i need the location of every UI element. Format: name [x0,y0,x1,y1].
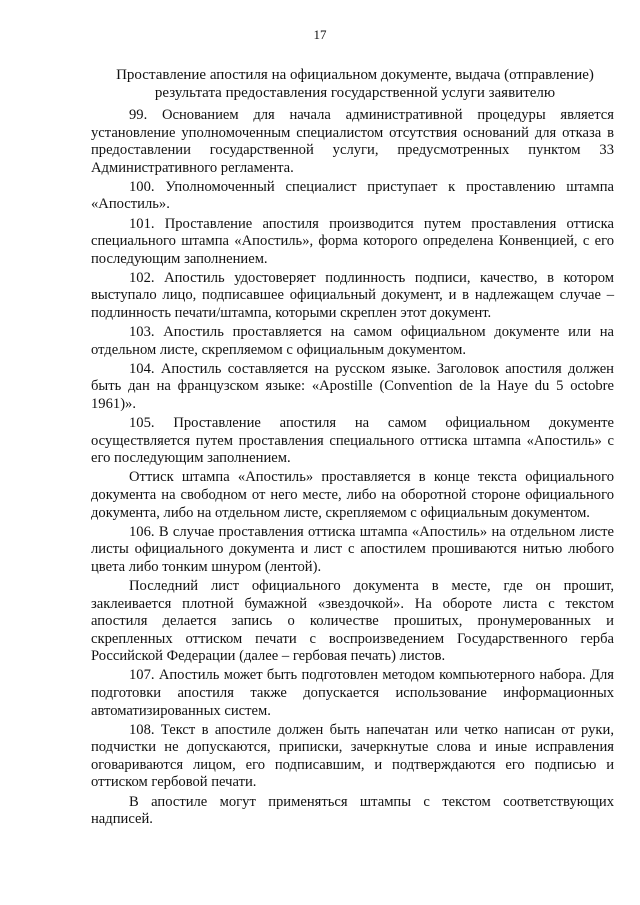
paragraph-99: 99. Основанием для начала административной процедуры является установление уполномоченным специалистом отсутствия оснований для отказа в предоставлении государственной услуги, предусмотренных пунктом 33 Административного регламента. [91,107,614,176]
paragraph-108-stamps: В апостиле могут применяться штампы с текстом соответствующих надписей. [91,793,614,828]
paragraph-101: 101. Проставление апостиля производится путем проставления оттиска специального штампа «Апостиль», форма которого определена Конвенцией, с его последующим заполнением. [91,215,614,267]
paragraph-105: 105. Проставление апостиля на самом официальном документе осуществляется путем проставления специального оттиска штампа «Апостиль» с его последующим заполнением. [91,415,614,467]
paragraph-107: 107. Апостиль может быть подготовлен методом компьютерного набора. Для подготовки апостиля также допускается использование информационных автоматизированных систем. [91,667,614,719]
paragraph-108: 108. Текст в апостиле должен быть напечатан или четко написан от руки, подчистки не допускаются, приписки, зачеркнутые слова и иные исправления оговариваются лицом, его подписавшим, и подтверждаются его подписью и оттиском гербовой печати. [91,721,614,791]
paragraph-103: 103. Апостиль проставляется на самом официальном документе или на отдельном листе, скрепляемом с официальным документом. [91,324,614,358]
section-heading: Проставление апостиля на официальном документе, выдача (отправление) результата предоставления государственной услуги заявителю [116,67,594,101]
paragraph-102: 102. Апостиль удостоверяет подлинность подписи, качество, в котором выступало лицо, подписавшее официальный документ, и в надлежащем случае – подлинность печати/штампа, которыми скреплен этот документ. [91,269,614,322]
paragraph-106: 106. В случае проставления оттиска штампа «Апостиль» на отдельном листе листы официального документа и лист с апостилем прошиваются нитью любого цвета либо тонким шнуром (лентой). [91,523,614,575]
paragraph-100: 100. Уполномоченный специалист приступает к проставлению штампа «Апостиль». [91,178,614,213]
paragraph-104: 104. Апостиль составляется на русском языке. Заголовок апостиля должен быть дан на французском языке: «Apostille (Convention de la Haye du 5 octobre 1961)». [91,360,614,412]
paragraph-106-last-sheet: Последний лист официального документа в месте, где он прошит, заклеивается плотной бумажной «звездочкой». На обороте листа с текстом апостиля делается запись о количестве прошитых, пронумерованных и скрепленных оттиском печати с воспроизведением Государственного герба Российской Федерации (далее – гербовая печать) листов. [91,577,614,665]
paragraph-105-stamp-placement: Оттиск штампа «Апостиль» проставляется в конце текста официального документа на свободном от него месте, либо на оборотной стороне официального документа, либо на отдельном листе, скрепляемом с официальным документом. [91,469,614,521]
page-number: 17 [313,27,327,42]
document-body [91,107,614,830]
